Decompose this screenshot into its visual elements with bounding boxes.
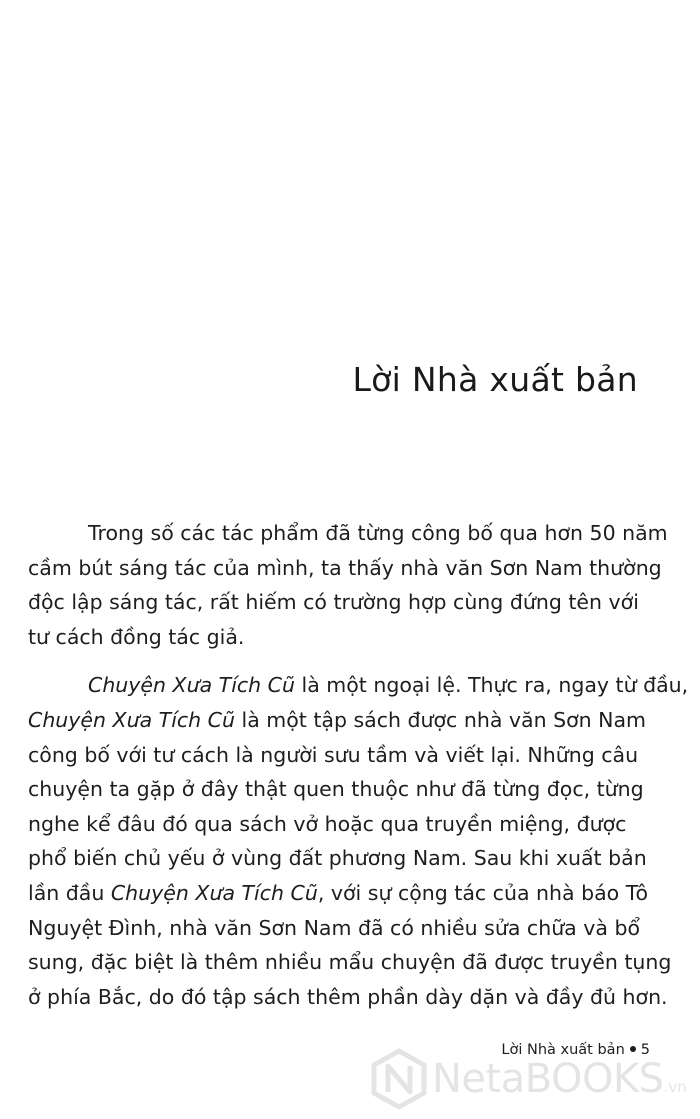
- paragraph-2-line-7: [28, 876, 649, 911]
- paragraph-2-line-2-rest: là một tập sách được nhà văn Sơn Nam: [234, 707, 647, 732]
- paragraph-2-line-7-start: lần đầu: [28, 880, 111, 905]
- paragraph-2-line-2: [28, 703, 647, 738]
- watermark-text: [432, 1056, 687, 1102]
- paragraph-2-line-3: công bố với tư cách là người sưu tầm và viết lại. Những câu: [28, 742, 639, 767]
- paragraph-1-line-2: cầm bút sáng tác của mình, ta thấy nhà văn Sơn Nam thường: [28, 555, 662, 580]
- running-title: Lời Nhà xuất bản: [501, 1042, 625, 1058]
- watermark-suffix: .vn: [663, 1078, 687, 1096]
- book-title-italic: Chuyện Xưa Tích Cũ: [88, 673, 295, 698]
- paragraph-2: [28, 668, 689, 1014]
- body-text: [28, 516, 689, 1014]
- paragraph-1: [28, 516, 668, 654]
- book-title-italic: Chuyện Xưa Tích Cũ: [110, 880, 318, 905]
- paragraph-1-line-3: độc lập sáng tác, rất hiếm có trường hợp cùng đứng tên với: [28, 590, 639, 615]
- paragraph-1-line-4: tư cách đồng tác giả.: [28, 624, 245, 649]
- page-number: 5: [640, 1042, 650, 1058]
- book-title-italic: Chuyện Xưa Tích Cũ: [28, 707, 235, 732]
- chapter-title: Lời Nhà xuất bản: [352, 360, 638, 399]
- paragraph-2-line-4: chuyện ta gặp ở đây thật quen thuộc như đã từng đọc, từng: [28, 777, 644, 802]
- paragraph-2-line-9: sung, đặc biệt là thêm nhiều mẩu chuyện đã được truyền tụng: [28, 950, 672, 975]
- paragraph-2-line-5: nghe kể đâu đó qua sách vở hoặc qua truyền miệng, được: [28, 811, 627, 836]
- paragraph-2-line-8: Nguyệt Đình, nhà văn Sơn Nam đã có nhiều sửa chữa và bổ: [28, 915, 641, 940]
- paragraph-2-line-1: [88, 668, 689, 703]
- watermark-brand: NetaBOOKS: [432, 1056, 664, 1102]
- watermark: [370, 1048, 690, 1114]
- paragraph-2-line-6: phổ biến chủ yếu ở vùng đất phương Nam. Sau khi xuất bản: [28, 846, 647, 871]
- netabooks-logo-icon: [370, 1048, 428, 1110]
- paragraph-1-line-1: Trong số các tác phẩm đã từng công bố qua hơn 50 năm: [88, 521, 668, 545]
- paragraph-2-line-10: ở phía Bắc, do đó tập sách thêm phần dày dặn và đầy đủ hơn.: [28, 984, 668, 1009]
- paragraph-2-line-1-rest: là một ngoại lệ. Thực ra, ngay từ đầu,: [294, 673, 689, 698]
- paragraph-2-line-7-end: , với sự cộng tác của nhà báo Tô: [317, 880, 649, 905]
